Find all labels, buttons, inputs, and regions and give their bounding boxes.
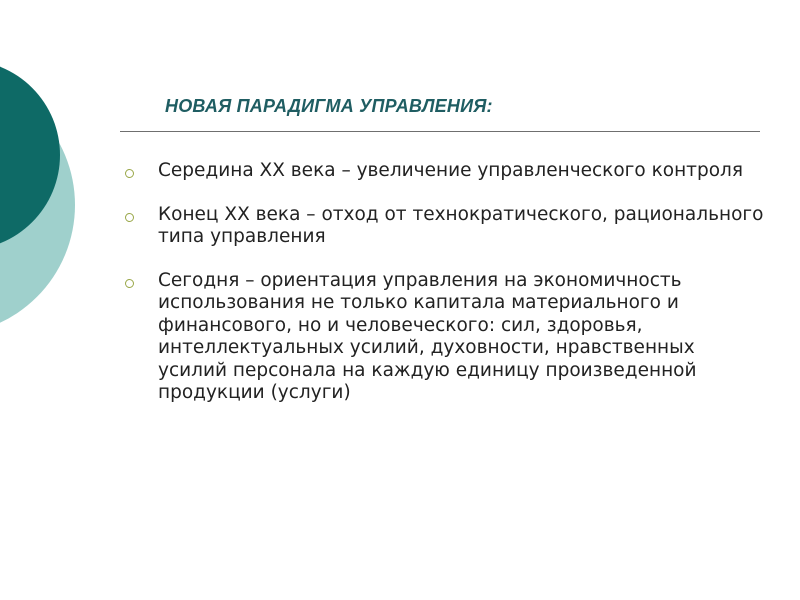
slide-title: НОВАЯ ПАРАДИГМА УПРАВЛЕНИЯ: xyxy=(165,96,493,116)
list-item xyxy=(125,204,765,249)
hollow-circle-bullet-icon xyxy=(125,279,134,288)
list-item xyxy=(125,160,765,183)
hollow-circle-bullet-icon xyxy=(125,213,134,222)
list-item xyxy=(125,270,765,405)
bullet-list xyxy=(125,160,765,426)
bullet-text: Середина XX века – увеличение управленческого контроля xyxy=(158,160,743,181)
decorative-circles xyxy=(0,0,120,330)
bullet-text: Сегодня – ориентация управления на экономичность использования не только капитала материального и финансового, но и человеческого: сил, здоровья, интеллектуальных усилий, духовности, нравственных усилий персонала на каждую единицу произведенной продукции (услуги) xyxy=(158,269,697,403)
hollow-circle-bullet-icon xyxy=(125,169,134,178)
title-divider xyxy=(120,131,760,132)
bullet-text: Конец XX века – отход от технократического, рационального типа управления xyxy=(158,203,764,247)
